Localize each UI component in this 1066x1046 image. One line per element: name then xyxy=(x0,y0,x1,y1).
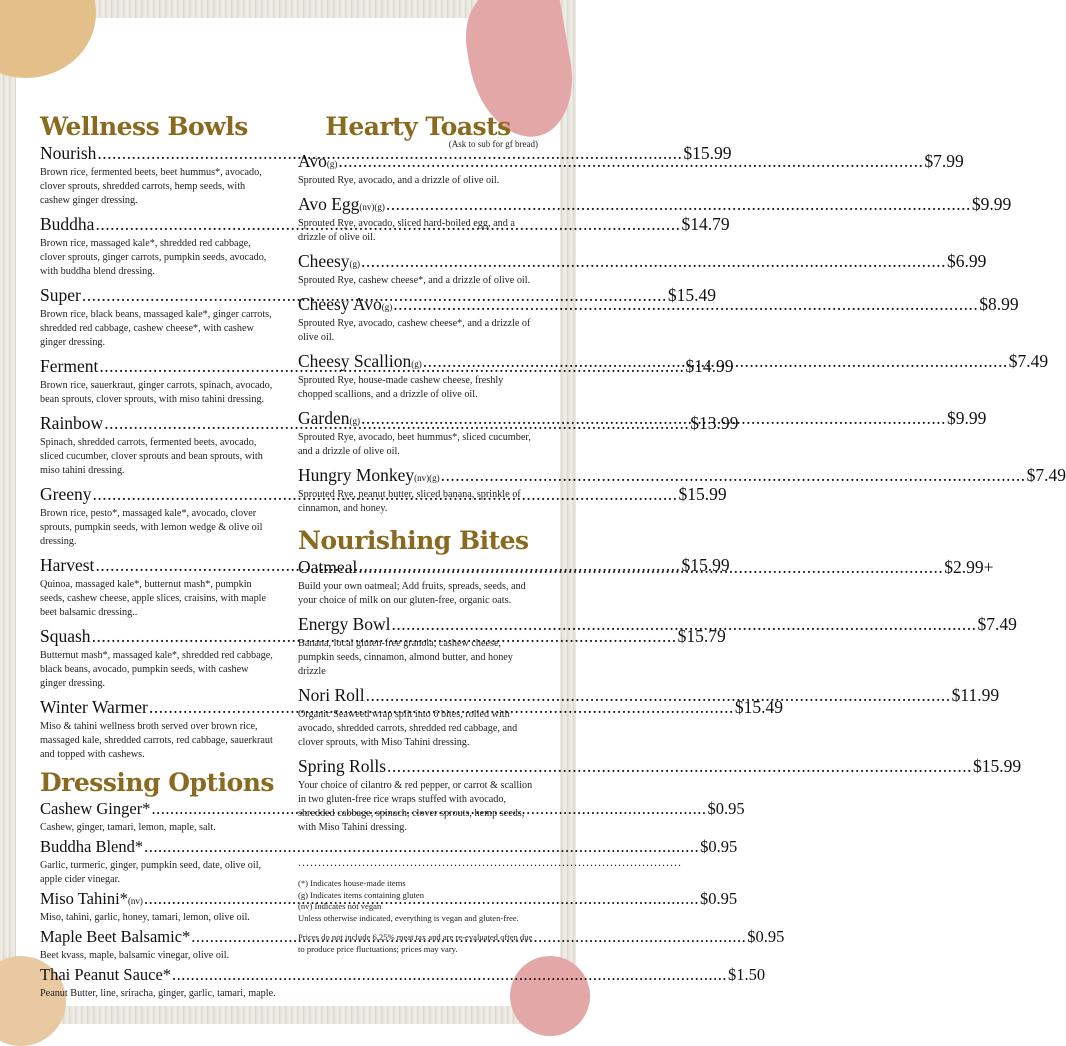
footnotes xyxy=(298,878,538,955)
item-price: $15.99 xyxy=(683,143,732,163)
item-desc: Brown rice, pesto*, massaged kale*, avocado, clover sprouts, pumpkin seeds, with lemon wedge & olive oil dressing. xyxy=(40,508,263,547)
dotted-divider: ................................................................................................ xyxy=(298,855,682,869)
item-desc: Sprouted Rye, avocado, and a drizzle of olive oil. xyxy=(298,175,500,186)
item-desc: Cashew, ginger, tamari, lemon, maple, salt. xyxy=(40,822,216,833)
item-name: Cheesy Avo xyxy=(298,294,382,314)
item-desc: Sprouted Rye, avocado, cashew cheese*, and a drizzle of olive oil. xyxy=(298,318,531,343)
item-desc: Brown rice, black beans, massaged kale*, ginger carrots, shredded red cabbage, cashew cheese*, with cashew ginger dressing. xyxy=(40,309,272,348)
item-price: $0.95 xyxy=(699,889,738,908)
item-desc: Brown rice, massaged kale*, shredded red cabbage, clover sprouts, ginger carrots, pumpkin seeds, avocado, with buddha blend dressing. xyxy=(40,238,267,277)
price-disclaimer: Prices do not include 6.25% meat tax and are re-evaluated often due to produce price fluctuations; prices may vary. xyxy=(298,932,533,954)
item-name: Nourish xyxy=(40,143,97,163)
item-desc: Garlic, turmeric, ginger, pumpkin seed, date, olive oil, apple cider vinegar. xyxy=(40,860,262,885)
item-desc: Quinoa, massaged kale*, butternut mash*, pumpkin seeds, cashew cheese, apple slices, craisins, with maple beet balsamic dressing.. xyxy=(40,579,267,618)
item-price: $8.99 xyxy=(979,294,1019,314)
dressing-item xyxy=(40,965,766,1001)
menu-page xyxy=(16,18,1066,1006)
footnote-line: Unless otherwise indicated, everything is vegan and gluten-free. xyxy=(298,912,519,923)
item-name: Cashew Ginger* xyxy=(40,799,151,818)
item-price: $7.49 xyxy=(977,614,1017,634)
item-price: $0.95 xyxy=(747,927,785,946)
menu-item: Avo (g) ..... $7.99 Sprouted Rye, avocado, and a drizzle of olive oil. xyxy=(298,151,538,188)
item-price: $15.99 xyxy=(973,756,1022,776)
item-desc: Miso, tahini, garlic, honey, tamari, lemon, olive oil. xyxy=(40,912,250,923)
menu-item: Cheesy Scallion (g) ..... $7.49 Sprouted Rye, house-made cashew cheese, freshly chopped scallions, and a drizzle of olive oil. xyxy=(298,351,538,402)
item-name: Avo Egg xyxy=(298,194,360,214)
item-desc: Banana, local gluten-free granola, cashew cheese, pumpkin seeds, cinnamon, almond butter, and honey drizzle xyxy=(298,638,513,677)
item-desc: Peanut Butter, line, sriracha, ginger, garlic, tamari, maple. xyxy=(40,988,276,999)
item-name: Nori Roll xyxy=(298,685,365,705)
footnote-line: (g) Indicates items containing gluten xyxy=(298,889,425,900)
item-desc: Organic Seaweed wrap split into 6 bites, rolled with avocado, shredded carrots, shredded red cabbage, and clover sprouts, with Miso Tahini dressing. xyxy=(298,709,518,748)
footnote-line: (nv) Indicates not vegan xyxy=(298,901,382,911)
item-name: Greeny xyxy=(40,484,92,504)
dressing-title: Dressing Options xyxy=(40,768,274,797)
item-desc: Beet kvass, maple, balsamic vinegar, olive oil. xyxy=(40,950,230,961)
item-price: $0.95 xyxy=(700,837,738,856)
menu-item: Hungry Monkey (nv)(g) ..... $7.49 Sprouted Rye, peanut butter, sliced banana, sprinkle of cinnamon, and honey. xyxy=(298,465,538,516)
item-name: Winter Warmer xyxy=(40,697,148,717)
item-price: $14.99 xyxy=(685,356,734,376)
item-price: $7.49 xyxy=(1008,351,1049,371)
item-name: Rainbow xyxy=(40,413,104,433)
item-name: Super xyxy=(40,285,81,305)
decor-blob-top-left xyxy=(0,0,96,78)
item-price: $13.99 xyxy=(690,413,739,433)
item-name: Ferment xyxy=(40,356,99,376)
item-desc: Your choice of cilantro & red pepper, or carrot & scallion in two gluten-free rice wraps stuffed with avocado, shredded cabbage, spinach, clover sprouts, hemp seeds, with Miso Tahini dressing. xyxy=(298,780,533,833)
item-price: $15.79 xyxy=(677,626,726,646)
bites-title: Nourishing Bites xyxy=(298,526,529,555)
item-price: $15.99 xyxy=(681,555,730,575)
item-desc: Spinach, shredded carrots, fermented beets, avocado, sliced cucumber, clover sprouts and bean sprouts, with miso tahini dressing. xyxy=(40,437,263,476)
menu-item: Cheesy Avo (g) ..... $8.99 Sprouted Rye, avocado, cashew cheese*, and a drizzle of olive oil. xyxy=(298,294,538,345)
menu-item: Garden (g) ..... $9.99 Sprouted Rye, avocado, beet hummus*, sliced cucumber, and a drizzle of olive oil. xyxy=(298,408,538,459)
item-name: Miso Tahini* xyxy=(40,889,128,908)
item-name: Cheesy xyxy=(298,251,350,271)
item-desc: Sprouted Rye, peanut butter, sliced banana, sprinkle of cinnamon, and honey. xyxy=(298,489,521,514)
item-desc: Brown rice, sauerkraut, ginger carrots, spinach, avocado, bean sprouts, clover sprouts, with miso tahini dressing. xyxy=(40,380,273,405)
item-price: $2.99+ xyxy=(944,557,994,577)
item-price: $1.50 xyxy=(728,965,766,984)
item-desc: Build your own oatmeal; Add fruits, spreads, seeds, and your choice of milk on our gluten-free, organic oats. xyxy=(298,581,526,606)
item-price: $14.79 xyxy=(681,214,730,234)
item-desc: Butternut mash*, massaged kale*, shredded red cabbage, black beans, avocado, pumpkin seeds, with cashew ginger dressing. xyxy=(40,650,273,689)
item-name: Avo xyxy=(298,151,327,171)
item-name: Spring Rolls xyxy=(298,756,387,776)
item-desc: Brown rice, fermented beets, beet hummus*, avocado, clover sprouts, shredded carrots, hemp seeds, with cashew ginger dressing. xyxy=(40,167,262,206)
item-name: Garden xyxy=(298,408,350,428)
item-name: Maple Beet Balsamic* xyxy=(40,927,191,946)
footnote-line: (*) Indicates house-made items xyxy=(298,878,406,888)
item-price: $15.49 xyxy=(667,285,716,305)
item-price: $11.99 xyxy=(951,685,1000,705)
item-price: $9.99 xyxy=(947,408,987,428)
item-desc: Sprouted Rye, house-made cashew cheese, freshly chopped scallions, and a drizzle of olive oil. xyxy=(298,375,504,400)
item-name: Squash xyxy=(40,626,91,646)
item-desc: Miso & tahini wellness broth served over brown rice, massaged kale, shredded carrots, red cabbage, sauerkraut and topped with cashews. xyxy=(40,721,273,760)
toasts-title: Hearty Toasts xyxy=(325,112,511,141)
item-price: $6.99 xyxy=(947,251,987,271)
item-price: $9.99 xyxy=(971,194,1012,214)
toasts-note: (Ask to sub for gf bread) xyxy=(448,139,538,149)
item-price: $7.49 xyxy=(1026,465,1066,485)
menu-item: Avo Egg (nv)(g) ..... $9.99 Sprouted Rye, avocado, sliced hard-boiled egg, and a drizzle of olive oil. xyxy=(298,194,538,245)
item-desc: Sprouted Rye, cashew cheese*, and a drizzle of olive oil. xyxy=(298,275,531,286)
menu-item: Cheesy (g) ..... $6.99 Sprouted Rye, cashew cheese*, and a drizzle of olive oil. xyxy=(298,251,538,288)
item-name: Buddha xyxy=(40,214,95,234)
item-price: $15.49 xyxy=(734,697,783,717)
item-price: $0.95 xyxy=(707,799,745,818)
item-name: Hungry Monkey xyxy=(298,465,415,485)
item-name: Buddha Blend* xyxy=(40,837,144,856)
item-name: Thai Peanut Sauce* xyxy=(40,965,172,984)
item-name: Harvest xyxy=(40,555,95,575)
item-name: Energy Bowl xyxy=(298,614,391,634)
item-desc: Sprouted Rye, avocado, sliced hard-boiled egg, and a drizzle of olive oil. xyxy=(298,218,515,243)
item-desc: Sprouted Rye, avocado, beet hummus*, sliced cucumber, and a drizzle of olive oil. xyxy=(298,432,531,457)
item-price: $7.99 xyxy=(924,151,964,171)
wellness-title: Wellness Bowls xyxy=(40,112,248,141)
dressing-item: Miso Tahini* (nv) ..... $0.95 Miso, tahini, garlic, honey, tamari, lemon, olive oil. xyxy=(40,889,276,925)
item-price: $15.99 xyxy=(678,484,727,504)
item-name: Cheesy Scallion xyxy=(298,351,412,371)
item-name: Oatmeal xyxy=(298,557,358,577)
